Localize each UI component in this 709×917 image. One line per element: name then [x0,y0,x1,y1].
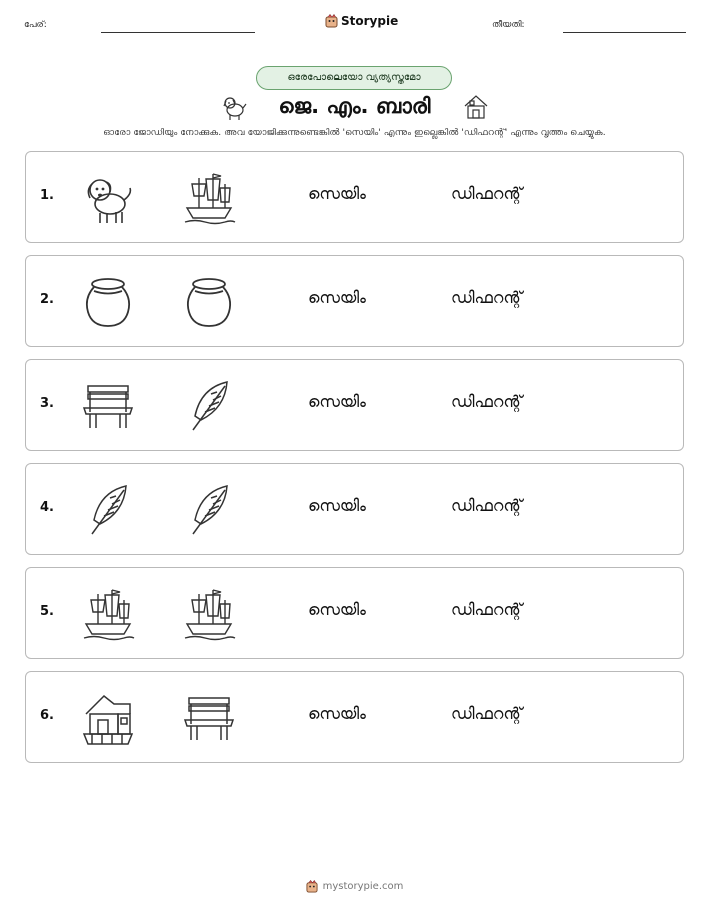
question-number: 4. [40,500,54,515]
ship-icon [181,586,237,642]
feather-icon [80,482,136,538]
question-row [25,463,684,555]
question-row [25,567,684,659]
worksheet-header [0,14,709,38]
question-number: 6. [40,708,54,723]
ship-icon [80,586,136,642]
house-icon [461,92,491,122]
question-row [25,359,684,451]
different-option[interactable]: ഡിഫറന്റ് [451,496,523,515]
same-option[interactable]: സെയിം [308,600,366,619]
bench-icon [181,690,237,746]
ship-icon [181,170,237,226]
brand-logo [325,14,398,28]
bench-icon [80,378,136,434]
brand-name: Storypie [341,14,399,28]
same-option[interactable]: സെയിം [308,392,366,411]
question-row [25,151,684,243]
instructions-text: ഓരോ ജോഡിയും നോക്കുക. അവ യോജിക്കുന്നുണ്ടെങ്കിൽ 'സെയിം' എന്നും ഇല്ലെങ്കിൽ 'ഡിഫറന്റ്' എന്നും വൃത്തം ചെയ്യുക. [103,127,606,138]
pot-icon [80,274,136,330]
feather-icon [181,378,237,434]
dog-icon [80,170,136,226]
same-option[interactable]: സെയിം [308,184,366,203]
question-number: 2. [40,292,54,307]
worksheet-title: ജെ. എം. ബാരി [278,94,431,118]
footer [0,880,709,893]
different-option[interactable]: ഡിഫറന്റ് [451,600,523,619]
question-number: 1. [40,188,54,203]
different-option[interactable]: ഡിഫറന്റ് [451,704,523,723]
footer-site: mystorypie.com [322,881,404,892]
pot-icon [181,274,237,330]
different-option[interactable]: ഡിഫറന്റ് [451,184,523,203]
different-option[interactable]: ഡിഫറന്റ് [451,392,523,411]
same-option[interactable]: സെയിം [308,288,366,307]
feather-icon [181,482,237,538]
question-row [25,255,684,347]
same-option[interactable]: സെയിം [308,704,366,723]
storypie-logo-icon [325,14,338,28]
name-line [101,32,255,33]
question-number: 3. [40,396,54,411]
same-option[interactable]: സെയിം [308,496,366,515]
name-label: പേര്: [24,20,47,30]
storypie-logo-icon [306,880,318,893]
different-option[interactable]: ഡിഫറന്റ് [451,288,523,307]
worksheet-type-badge: ഒരേപോലെയോ വ്യത്യസ്തമോ [256,66,452,90]
house-icon [80,690,136,746]
date-line [563,32,686,33]
question-number: 5. [40,604,54,619]
date-label: തീയതി: [492,20,525,30]
question-row [25,671,684,763]
